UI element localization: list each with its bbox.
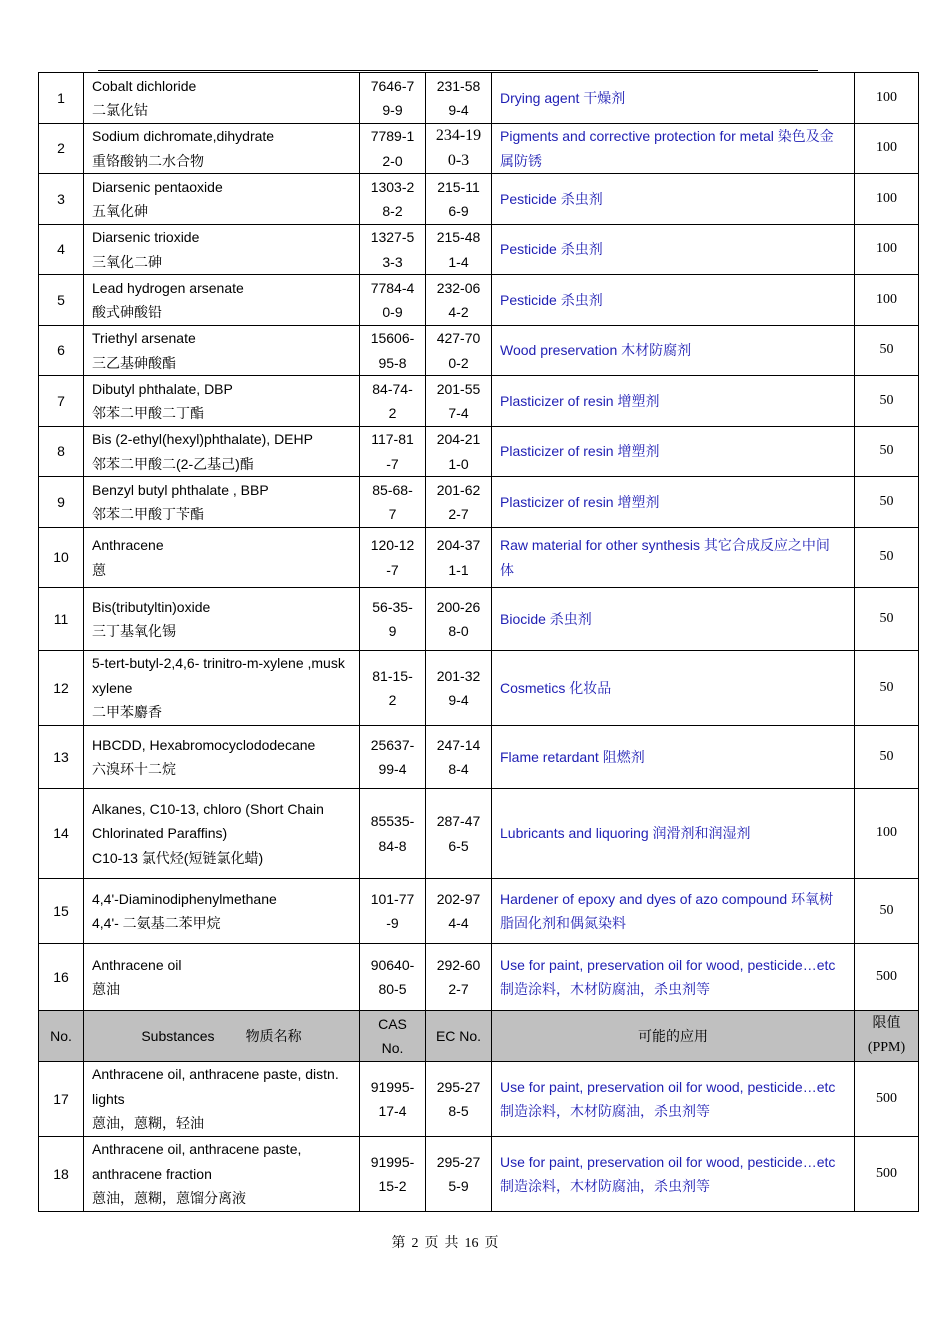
row-number: 18 — [39, 1137, 84, 1212]
ec-number — [426, 275, 492, 326]
ec-number-line: 204-21 — [436, 431, 481, 447]
cas-number-line: 15606- — [370, 330, 415, 346]
substance-name — [84, 789, 360, 879]
row-number: 10 — [39, 528, 84, 588]
substance-name-line: Diarsenic trioxide — [92, 229, 200, 245]
substance-name — [84, 588, 360, 651]
row-number: 3 — [39, 174, 84, 225]
substance-name — [84, 225, 360, 275]
cas-number-line: 7789-1 — [370, 128, 415, 144]
possible-application — [492, 73, 855, 124]
possible-application — [492, 376, 855, 427]
substance-name — [84, 124, 360, 174]
header-cas — [360, 1011, 426, 1062]
substance-name-line: Anthracene — [92, 537, 164, 553]
application-line: 制造涂料，木材防腐油，杀虫剂等 — [500, 1103, 710, 1119]
application-line: Plasticizer of resin 增塑剂 — [500, 493, 660, 510]
cas-number — [360, 789, 426, 879]
table-row — [39, 174, 919, 225]
cas-number-line: 95-8 — [378, 354, 407, 371]
cas-number — [360, 376, 426, 427]
possible-application — [492, 651, 855, 726]
cas-number-line: 56-35- — [372, 598, 413, 615]
cas-number-line: 84-74- — [372, 380, 413, 397]
row-number: 4 — [39, 225, 84, 275]
limit-ppm: 50 — [855, 588, 919, 651]
ec-number — [426, 726, 492, 789]
application-line: 体 — [500, 561, 514, 578]
table-row — [39, 477, 919, 528]
header-substances-zh: 物质名称 — [245, 1027, 302, 1044]
header-limit — [855, 1011, 919, 1062]
possible-application — [492, 326, 855, 376]
limit-ppm: 50 — [855, 651, 919, 726]
ec-number-line: 8-5 — [448, 1103, 469, 1119]
substance-name — [84, 275, 360, 326]
header-no: No. — [39, 1011, 84, 1062]
ec-number-line: 215-11 — [437, 178, 480, 195]
possible-application — [492, 174, 855, 225]
possible-application — [492, 879, 855, 944]
table-row — [39, 789, 919, 879]
ec-number-line: 295-27 — [436, 1153, 481, 1170]
table-row — [39, 427, 919, 477]
footer-page-word: 页 — [424, 1236, 439, 1251]
limit-ppm: 50 — [855, 427, 919, 477]
substance-name — [84, 651, 360, 726]
limit-ppm: 50 — [855, 477, 919, 528]
application-line: Pesticide 杀虫剂 — [500, 190, 603, 207]
row-number: 1 — [39, 73, 84, 124]
substance-name-line: Bis(tributyltin)oxide — [92, 598, 211, 615]
ec-number-line: 1-4 — [448, 253, 469, 270]
substance-name-line: HBCDD, Hexabromocyclododecane — [92, 736, 316, 753]
substance-name-line: Anthracene oil — [92, 956, 182, 973]
ec-number-line: 201-55 — [436, 380, 481, 397]
application-line: Pigments and corrective protection for metal 染色及金 — [500, 128, 834, 144]
limit-ppm: 100 — [855, 174, 919, 225]
ec-number-line: 247-14 — [436, 736, 481, 753]
ec-number — [426, 124, 492, 174]
ec-number — [426, 528, 492, 588]
possible-application — [492, 225, 855, 275]
ec-number — [426, 588, 492, 651]
limit-ppm: 500 — [855, 1137, 919, 1212]
table-row — [39, 726, 919, 789]
ec-number-line: 202-97 — [436, 890, 481, 907]
application-line: Plasticizer of resin 增塑剂 — [500, 443, 660, 460]
footer-page-number: 2 — [411, 1236, 419, 1251]
cas-number-line: 117-81 — [371, 431, 414, 447]
cas-number-line: 7 — [388, 506, 397, 522]
table-row — [39, 528, 919, 588]
row-number: 2 — [39, 124, 84, 174]
limit-ppm: 500 — [855, 1062, 919, 1137]
ec-number-line: 232-06 — [436, 279, 481, 296]
substance-name — [84, 174, 360, 225]
substance-name-line: 蒽 — [92, 561, 106, 578]
ec-number — [426, 651, 492, 726]
ec-number-line: 2-7 — [448, 981, 469, 997]
cas-number — [360, 528, 426, 588]
ec-number-line: 200-26 — [436, 598, 481, 615]
row-number: 14 — [39, 789, 84, 879]
limit-ppm: 50 — [855, 376, 919, 427]
application-line: Flame retardant 阻燃剂 — [500, 748, 645, 765]
ec-number-line: 8-4 — [448, 761, 469, 777]
ec-number — [426, 789, 492, 879]
cas-number — [360, 588, 426, 651]
substance-name-line: lights — [92, 1090, 125, 1107]
cas-number-line: 9-9 — [382, 102, 403, 118]
cas-number — [360, 944, 426, 1011]
table-row — [39, 326, 919, 376]
substance-name — [84, 376, 360, 427]
cas-number-line: 81-15- — [372, 667, 413, 684]
ec-number-line: 2-7 — [448, 506, 469, 522]
possible-application — [492, 275, 855, 326]
cas-number — [360, 1062, 426, 1137]
ec-number — [426, 944, 492, 1011]
possible-application — [492, 726, 855, 789]
ec-number-line: 292-60 — [436, 956, 481, 973]
substance-name-line: Bis (2-ethyl(hexyl)phthalate), DEHP — [92, 431, 313, 447]
cas-number-line: 7646-7 — [370, 77, 415, 94]
application-line: Raw material for other synthesis 其它合成反应之中间 — [500, 537, 830, 553]
cas-number-line: 85535- — [370, 813, 415, 829]
cas-number-line: 85-68- — [372, 481, 413, 498]
substance-name-line: Diarsenic pentaoxide — [92, 178, 223, 195]
limit-ppm: 100 — [855, 225, 919, 275]
table-row — [39, 1137, 919, 1212]
limit-ppm: 100 — [855, 275, 919, 326]
footer-suffix: 页 — [484, 1236, 499, 1251]
limit-ppm: 50 — [855, 326, 919, 376]
ec-number-line: 1-0 — [448, 455, 469, 472]
substance-name-line: 邻苯二甲酸丁苄酯 — [92, 506, 204, 522]
cas-number-line: 8-2 — [382, 203, 403, 219]
table-row — [39, 1062, 919, 1137]
substance-name-line: 酸式砷酸铅 — [92, 304, 162, 320]
cas-number — [360, 326, 426, 376]
header-cas-line2: No. — [381, 1040, 404, 1056]
ec-number-line: 215-48 — [436, 229, 481, 245]
substance-name-line: Anthracene oil, anthracene paste, — [92, 1141, 302, 1158]
ec-number-line: 9-4 — [448, 692, 469, 708]
cas-number — [360, 427, 426, 477]
cas-number-line: 2 — [388, 692, 397, 708]
header-substances — [84, 1011, 360, 1062]
ec-number-line: 0-2 — [448, 354, 469, 371]
possible-application — [492, 588, 855, 651]
substance-name-line: Chlorinated Paraffins) — [92, 825, 228, 842]
application-line: Plasticizer of resin 增塑剂 — [500, 392, 660, 409]
row-number: 9 — [39, 477, 84, 528]
substance-name-line: anthracene fraction — [92, 1165, 212, 1182]
table-row — [39, 879, 919, 944]
table-row — [39, 376, 919, 427]
cas-number — [360, 275, 426, 326]
substance-name — [84, 326, 360, 376]
row-number: 5 — [39, 275, 84, 326]
substance-name-line: 蒽油 — [92, 981, 120, 997]
row-number: 12 — [39, 651, 84, 726]
possible-application — [492, 477, 855, 528]
substance-name-line: 5-tert-butyl-2,4,6- trinitro-m-xylene ,musk — [92, 655, 345, 672]
application-line: Pesticide 杀虫剂 — [500, 291, 603, 308]
cas-number-line: 101-77 — [370, 890, 415, 907]
limit-ppm: 500 — [855, 944, 919, 1011]
application-line: Use for paint, preservation oil for wood, pesticide…etc — [500, 1153, 836, 1170]
cas-number-line: 91995- — [370, 1153, 415, 1170]
ec-number-line: 9-4 — [448, 102, 469, 118]
ec-number-line: 295-27 — [436, 1078, 481, 1095]
ec-number — [426, 73, 492, 124]
possible-application — [492, 1062, 855, 1137]
substance-name-line: Alkanes, C10-13, chloro (Short Chain — [92, 800, 324, 817]
substance-name — [84, 528, 360, 588]
application-line: Biocide 杀虫剂 — [500, 610, 592, 627]
row-number: 8 — [39, 427, 84, 477]
ec-number-line: 8-0 — [448, 623, 469, 639]
header-ec: EC No. — [426, 1011, 492, 1062]
cas-number-line: 1303-2 — [370, 178, 415, 195]
table-row — [39, 588, 919, 651]
substance-name-line: xylene — [92, 679, 133, 696]
table-row — [39, 225, 919, 275]
substances-table — [38, 72, 919, 1212]
cas-number-line: 84-8 — [378, 837, 407, 854]
ec-number — [426, 1137, 492, 1212]
page-footer — [0, 1232, 890, 1252]
ec-number-line: 4-4 — [448, 915, 469, 931]
application-line: Hardener of epoxy and dyes of azo compound 环氧树 — [500, 890, 834, 907]
ec-number-line: 427-70 — [436, 330, 481, 346]
substance-name-line: C10-13 氯代烃(短链氯化蜡) — [92, 849, 264, 866]
substance-name-line: 4,4'- 二氨基二苯甲烷 — [92, 915, 221, 931]
application-line: 脂固化剂和偶氮染料 — [500, 915, 626, 931]
header-substances-en: Substances — [141, 1027, 215, 1044]
substance-name — [84, 73, 360, 124]
ec-number-line: 204-37 — [436, 537, 481, 553]
ec-number-line: 287-47 — [436, 813, 481, 829]
substance-name — [84, 1137, 360, 1212]
cas-number — [360, 73, 426, 124]
table-header-row — [39, 1011, 919, 1062]
ec-number-line: 234-19 — [435, 127, 482, 144]
cas-number — [360, 477, 426, 528]
row-number: 15 — [39, 879, 84, 944]
ec-number-line: 201-62 — [436, 481, 481, 498]
possible-application — [492, 789, 855, 879]
cas-number-line: 120-12 — [370, 537, 415, 553]
table-row — [39, 944, 919, 1011]
ec-number-line: 5-9 — [448, 1178, 469, 1194]
cas-number — [360, 726, 426, 789]
substance-name-line: Lead hydrogen arsenate — [92, 279, 244, 296]
table-row — [39, 651, 919, 726]
row-number: 13 — [39, 726, 84, 789]
ec-number — [426, 477, 492, 528]
substance-name-line: 邻苯二甲酸二(2-乙基己)酯 — [92, 455, 254, 472]
possible-application — [492, 1137, 855, 1212]
row-number: 17 — [39, 1062, 84, 1137]
ec-number — [426, 174, 492, 225]
cas-number-line: 1327-5 — [370, 229, 415, 245]
cas-number — [360, 651, 426, 726]
substance-name-line: Benzyl butyl phthalate , BBP — [92, 481, 269, 498]
application-line: 制造涂料，木材防腐油，杀虫剂等 — [500, 981, 710, 997]
cas-number-line: -9 — [386, 915, 399, 931]
ec-number-line: 4-2 — [448, 304, 469, 320]
substance-name-line: 六溴环十二烷 — [92, 761, 176, 777]
limit-ppm: 50 — [855, 528, 919, 588]
table-row — [39, 73, 919, 124]
cas-number-line: -7 — [386, 455, 399, 472]
application-line: Use for paint, preservation oil for wood, pesticide…etc — [500, 1078, 836, 1095]
application-line: 属防锈 — [500, 152, 542, 169]
substance-name-line: 重铬酸钠二水合物 — [92, 152, 204, 169]
ec-number — [426, 326, 492, 376]
substance-name-line: 五氧化砷 — [92, 203, 148, 219]
footer-total-word: 共 — [444, 1236, 459, 1251]
ec-number-line: 201-32 — [436, 667, 481, 684]
header-use: 可能的应用 — [492, 1011, 855, 1062]
cas-number-line: 3-3 — [382, 253, 403, 270]
ec-number — [426, 427, 492, 477]
limit-ppm: 100 — [855, 73, 919, 124]
cas-number-line: 15-2 — [378, 1178, 407, 1194]
footer-prefix: 第 — [391, 1236, 406, 1251]
header-cas-line1: CAS — [378, 1015, 407, 1032]
limit-ppm: 50 — [855, 879, 919, 944]
ec-number-line: 1-1 — [448, 561, 469, 578]
row-number: 7 — [39, 376, 84, 427]
substance-name-line: Sodium dichromate,dihydrate — [92, 128, 275, 144]
cas-number-line: 90640- — [370, 956, 415, 973]
substance-name — [84, 726, 360, 789]
substance-name-line: 4,4'-Diaminodiphenylmethane — [92, 890, 277, 907]
cas-number-line: -7 — [386, 561, 399, 578]
substance-name-line: Anthracene oil, anthracene paste, distn. — [92, 1066, 339, 1083]
cas-number-line: 0-9 — [382, 304, 403, 320]
substance-name-line: 蒽油，蒽糊，蒽馏分离液 — [92, 1190, 246, 1207]
cas-number-line: 17-4 — [378, 1103, 407, 1119]
limit-ppm: 100 — [855, 124, 919, 174]
substance-name-line: 二甲苯麝香 — [92, 704, 162, 721]
cas-number — [360, 174, 426, 225]
limit-ppm: 50 — [855, 726, 919, 789]
substance-name — [84, 427, 360, 477]
substance-name — [84, 944, 360, 1011]
cas-number-line: 25637- — [370, 736, 415, 753]
substance-name-line: 邻苯二甲酸二丁酯 — [92, 405, 204, 421]
substance-name-line: 二氯化钴 — [92, 102, 148, 118]
possible-application — [492, 944, 855, 1011]
header-limit-line2: (PPM) — [867, 1040, 906, 1055]
cas-number — [360, 124, 426, 174]
substance-name-line: Cobalt dichloride — [92, 77, 197, 94]
cas-number-line: 2-0 — [382, 152, 403, 169]
header-limit-line1: 限值 — [872, 1015, 901, 1031]
row-number: 6 — [39, 326, 84, 376]
substance-name — [84, 879, 360, 944]
application-line: 制造涂料，木材防腐油，杀虫剂等 — [500, 1178, 710, 1194]
cas-number — [360, 879, 426, 944]
limit-ppm: 100 — [855, 789, 919, 879]
substance-name — [84, 477, 360, 528]
application-line: Wood preservation 木材防腐剂 — [500, 342, 692, 359]
substance-name — [84, 1062, 360, 1137]
application-line: Cosmetics 化妆品 — [500, 679, 612, 696]
cas-number — [360, 1137, 426, 1212]
possible-application — [492, 124, 855, 174]
cas-number-line: 9 — [388, 623, 397, 639]
ec-number-line: 0-3 — [447, 151, 470, 169]
substance-name-line: 三氧化二砷 — [92, 253, 162, 270]
ec-number — [426, 225, 492, 275]
substance-name-line: 三乙基砷酸酯 — [92, 354, 176, 371]
ec-number — [426, 376, 492, 427]
cas-number-line: 91995- — [370, 1078, 415, 1095]
ec-number-line: 6-9 — [448, 203, 469, 219]
application-line: Drying agent 干燥剂 — [500, 89, 626, 106]
row-number: 16 — [39, 944, 84, 1011]
substance-name-line: 蒽油，蒽糊，轻油 — [92, 1115, 204, 1132]
cas-number-line: 2 — [388, 405, 397, 421]
footer-total-pages: 16 — [464, 1236, 479, 1251]
application-line: Use for paint, preservation oil for wood, pesticide…etc — [500, 956, 836, 973]
ec-number-line: 6-5 — [448, 837, 469, 854]
substance-name-line: 三丁基氧化锡 — [92, 623, 176, 639]
cas-number-line: 80-5 — [378, 981, 407, 997]
ec-number — [426, 1062, 492, 1137]
cas-number-line: 7784-4 — [370, 279, 415, 296]
application-line: Pesticide 杀虫剂 — [500, 241, 603, 258]
substance-name-line: Triethyl arsenate — [92, 330, 196, 346]
possible-application — [492, 427, 855, 477]
substance-name-line: Dibutyl phthalate, DBP — [92, 380, 233, 397]
ec-number-line: 7-4 — [448, 405, 469, 421]
table-row — [39, 124, 919, 174]
table-row — [39, 275, 919, 326]
application-line: Lubricants and liquoring 润滑剂和润湿剂 — [500, 825, 751, 842]
ec-number-line: 231-58 — [436, 77, 481, 94]
cas-number-line: 99-4 — [378, 761, 407, 777]
row-number: 11 — [39, 588, 84, 651]
top-rule — [98, 70, 818, 71]
ec-number — [426, 879, 492, 944]
possible-application — [492, 528, 855, 588]
cas-number — [360, 225, 426, 275]
